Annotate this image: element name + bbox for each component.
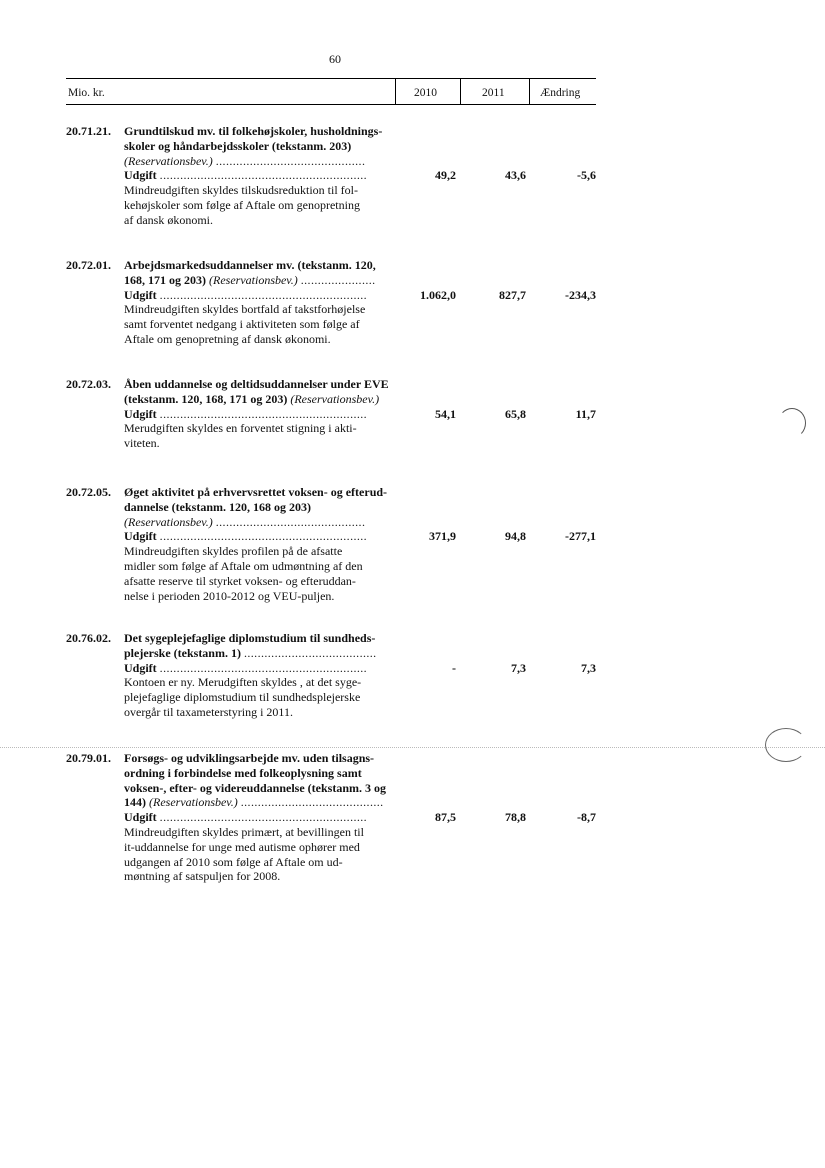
reservation-label: (Reservationsbev.) (149, 795, 238, 810)
entry-desc-line: it-uddannelse for unge med autisme ophører med (124, 839, 360, 854)
udgift-label: Udgift (124, 168, 157, 183)
entry-title-line: ordning i forbindelse med folkeoplysning samt (124, 765, 362, 780)
entry-code: 20.71.21. (66, 124, 111, 138)
value-2010: 1.062,0 (420, 288, 456, 302)
header-separator (529, 78, 530, 105)
value-change: -234,3 (565, 288, 596, 302)
entry-title-line: Øget aktivitet på erhvervsrettet voksen- og efterud- (124, 485, 388, 499)
udgift-label: Udgift (124, 406, 157, 421)
entry-code: 20.72.05. (66, 485, 111, 499)
entry-desc-line: samt forventet nedgang i aktiviteten som følge af (124, 317, 360, 332)
value-2010: 371,9 (429, 529, 456, 543)
page-number: 60 (329, 52, 341, 66)
value-change: -5,6 (577, 168, 596, 182)
entry-desc-line: Mindreudgiften skyldes primært, at bevillingen til (124, 824, 364, 839)
entry-title-line: plejerske (tekstanm. 1) (124, 645, 241, 660)
value-2011: 7,3 (511, 661, 526, 675)
entry-title-line: voksen-, efter- og videreuddannelse (tekstanm. 3 og (124, 780, 386, 795)
value-2011: 43,6 (505, 168, 526, 182)
table-header (66, 78, 596, 105)
entry-title-line: Arbejdsmarkedsuddannelser mv. (tekstanm. 120, (124, 258, 376, 272)
entry-title-line: 144) (124, 795, 146, 810)
udgift-label: Udgift (124, 660, 157, 675)
value-2011: 827,7 (499, 288, 526, 302)
entry-title-line: dannelse (tekstanm. 120, 168 og 203) (124, 499, 312, 514)
header-col-2010: 2010 (414, 87, 437, 99)
entry-body: Grundtilskud mv. til folkehøjskoler, husholdnings- skoler og håndarbejdsskoler (tekstanm. 203) (Reservationsbev.) ............................................ Udgift ............................................................. Mindreudgiften skyldes tilskudsreduktion til fol- kehøjskoler som følge af Aftale om genopretning af dansk økonomi. (124, 124, 422, 228)
entry-code: 20.79.01. (66, 751, 111, 765)
udgift-label: Udgift (124, 529, 157, 544)
udgift-label: Udgift (124, 287, 157, 302)
header-rule-bottom (66, 104, 596, 105)
entry-code: 20.72.03. (66, 377, 111, 391)
entry-desc-line: møntning af satspuljen for 2008. (124, 869, 281, 884)
entry-desc-line: Aftale om genopretning af dansk økonomi. (124, 331, 331, 346)
entry-title-line: Åben uddannelse og deltidsuddannelser under EVE (124, 377, 389, 391)
entry-title-line: (tekstanm. 120, 168, 171 og 203) (124, 391, 288, 406)
entry-body: Arbejdsmarkedsuddannelser mv. (tekstanm. 120, 168, 171 og 203) (Reservationsbev.) ...................... Udgift ............................................................. Mindreudgiften skyldes bortfald af takstforhøjelse samt forventet nedgang i aktiviteten som følge af Aftale om genopretning af dansk økonomi. (124, 258, 422, 347)
entry-code: 20.76.02. (66, 631, 111, 645)
entry-desc-line: Mindreudgiften skyldes profilen på de afsatte (124, 544, 343, 559)
entry-title-line: Forsøgs- og udviklingsarbejde mv. uden tilsagns- (124, 751, 375, 765)
value-2011: 94,8 (505, 529, 526, 543)
entry-desc-line: af dansk økonomi. (124, 212, 213, 227)
value-2011: 78,8 (505, 810, 526, 824)
entry-desc-line: Kontoen er ny. Merudgiften skyldes , at det syge- (124, 675, 362, 690)
entry-desc-line: Mindreudgiften skyldes bortfald af takstforhøjelse (124, 302, 366, 317)
value-change: -277,1 (565, 529, 596, 543)
header-separator (460, 78, 461, 105)
scan-artifact-mark (778, 408, 806, 438)
entry-desc-line: nelse i perioden 2010-2012 og VEU-puljen. (124, 588, 335, 603)
scan-artifact-mark (765, 728, 807, 762)
entry-desc-line: udgangen af 2010 som følge af Aftale om ud- (124, 854, 343, 869)
entry-desc-line: midler som følge af Aftale om udmøntning af den (124, 558, 363, 573)
value-2010: 87,5 (435, 810, 456, 824)
value-2010: - (452, 661, 456, 675)
entry-title-line: skoler og håndarbejdsskoler (tekstanm. 203) (124, 138, 352, 153)
entry-body: Det sygeplejefaglige diplomstudium til sundheds- plejerske (tekstanm. 1) ....................................... Udgift ............................................................. Kontoen er ny. Merudgiften skyldes , at det syge- plejefaglige diplomstudium til sundhedsplejerske overgår til taxameterstyring i 2011. (124, 631, 422, 720)
value-change: -8,7 (577, 810, 596, 824)
value-2010: 49,2 (435, 168, 456, 182)
value-2010: 54,1 (435, 407, 456, 421)
entry-body: Åben uddannelse og deltidsuddannelser under EVE (tekstanm. 120, 168, 171 og 203) (Reservationsbev.) Udgift ............................................................. Merudgiften skyldes en forventet stigning i akti- viteten. (124, 377, 422, 451)
header-separator (395, 78, 396, 105)
entry-desc-line: plejefaglige diplomstudium til sundhedsplejerske (124, 690, 361, 705)
entry-body: Forsøgs- og udviklingsarbejde mv. uden tilsagns- ordning i forbindelse med folkeoplysning samt voksen-, efter- og videreuddannelse (tekstanm. 3 og 144) (Reservationsbev.) .......................................... Udgift ............................................................. Mindreudgiften skyldes primært, at bevillingen til it-uddannelse for unge med autisme ophører med udgangen af 2010 som følge af Aftale om ud- møntning af satspuljen for 2008. (124, 751, 422, 884)
entry-desc-line: viteten. (124, 436, 160, 451)
value-change: 7,3 (581, 661, 596, 675)
header-col-change: Ændring (540, 87, 581, 99)
entry-code: 20.72.01. (66, 258, 111, 272)
header-unit: Mio. kr. (68, 87, 105, 99)
reservation-label: (Reservationsbev.) (124, 514, 213, 529)
entry-desc-line: Mindreudgiften skyldes tilskudsreduktion til fol- (124, 183, 358, 198)
scan-divider (0, 747, 825, 748)
header-col-2011: 2011 (482, 87, 505, 99)
value-change: 11,7 (575, 407, 596, 421)
entry-body: Øget aktivitet på erhvervsrettet voksen- og efterud- dannelse (tekstanm. 120, 168 og 203) (Reservationsbev.) ............................................ Udgift ............................................................. Mindreudgiften skyldes profilen på de afsatte midler som følge af Aftale om udmøntning af den afsatte reserve til styrket voksen- og efteruddan- nelse i perioden 2010-2012 og VEU-puljen. (124, 485, 422, 603)
value-2011: 65,8 (505, 407, 526, 421)
entry-desc-line: Merudgiften skyldes en forventet stigning i akti- (124, 421, 357, 436)
header-rule-top (66, 78, 596, 79)
entry-desc-line: kehøjskoler som følge af Aftale om genopretning (124, 197, 360, 212)
entry-desc-line: afsatte reserve til styrket voksen- og efteruddan- (124, 573, 356, 588)
entry-title-line: Det sygeplejefaglige diplomstudium til sundheds- (124, 631, 376, 645)
entry-desc-line: overgår til taxameterstyring i 2011. (124, 704, 293, 719)
entry-title-line: Grundtilskud mv. til folkehøjskoler, husholdnings- (124, 124, 383, 138)
reservation-label: (Reservationsbev.) (124, 153, 213, 168)
udgift-label: Udgift (124, 810, 157, 825)
entry-title-line: 168, 171 og 203) (124, 272, 206, 287)
reservation-label: (Reservationsbev.) (209, 272, 298, 287)
reservation-label: (Reservationsbev.) (290, 391, 380, 406)
